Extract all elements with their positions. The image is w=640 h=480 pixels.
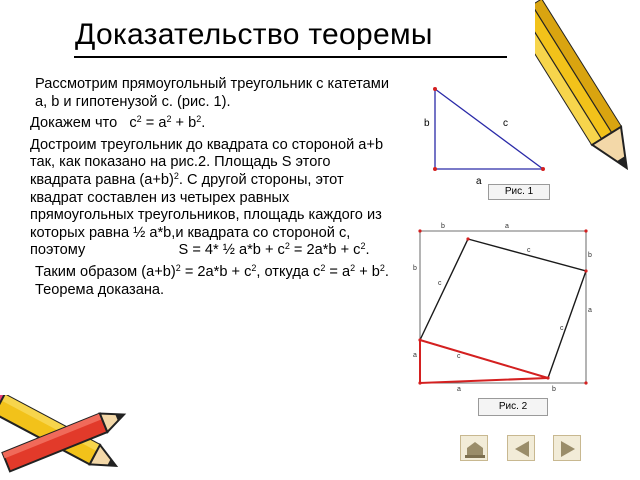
figure-2-caption: Рис. 2 — [478, 398, 548, 416]
paragraph-3: Достроим треугольник до квадрата со стороной a+b так, как показано на рис.2. Площадь S этого квадрата равна $(a+b)^2$. С другой стороны, этот квадрат составлен из четырех равных прямоугольных треугольников, площадь каждого из которых равна ½ a*b,и квадрата со стороной с, поэтому S = 4* ½ $a*b + c^2 = 2a*b + c^2$. — [30, 136, 384, 259]
fig2-label-a-bottom: a — [457, 386, 461, 393]
home-icon — [461, 436, 489, 462]
fig2-label-b-right: b — [588, 252, 592, 259]
paragraph-1: Рассмотрим прямоугольный треугольник с катетами a, b и гипотенузой c. (рис. 1). — [35, 76, 389, 110]
fig1-label-b: b — [424, 118, 430, 129]
fig1-label-a: a — [476, 176, 482, 187]
paragraph-4: Таким образом $(a+b)^2 = 2a*b + c^2$, откуда $c^2 = a^2 + b^2$. Теорема доказана. — [35, 262, 389, 298]
fig2-label-a-left: a — [413, 352, 417, 359]
home-button[interactable] — [460, 435, 488, 461]
fig1-label-c: c — [503, 118, 508, 129]
fig2-label-b-left: b — [413, 265, 417, 272]
proof-text — [30, 76, 392, 303]
fig2-label-c-top: c — [527, 247, 531, 254]
slide-title: Доказательство теоремы — [75, 18, 433, 51]
fig2-label-c-right: c — [560, 325, 564, 332]
title-underline — [74, 56, 507, 58]
forward-arrow-icon — [554, 436, 582, 462]
fig2-label-b-bottom: b — [552, 386, 556, 393]
back-button[interactable] — [507, 435, 535, 461]
fig2-label-a-top: a — [505, 223, 509, 230]
forward-button[interactable] — [553, 435, 581, 461]
fig2-label-a-right: a — [588, 307, 592, 314]
figure-2-square — [405, 215, 605, 395]
figure-1-caption: Рис. 1 — [488, 184, 550, 200]
paragraph-2: Докажем что $c^2 = a^2 + b^2$. — [30, 114, 206, 132]
fig2-label-b-top-left: b — [441, 223, 445, 230]
crossed-pencils-icon — [0, 395, 130, 480]
fig2-label-c-left: c — [438, 280, 442, 287]
fig2-label-c-bottom: c — [457, 353, 461, 360]
pencil-icon — [535, 0, 640, 190]
back-arrow-icon — [508, 436, 536, 462]
